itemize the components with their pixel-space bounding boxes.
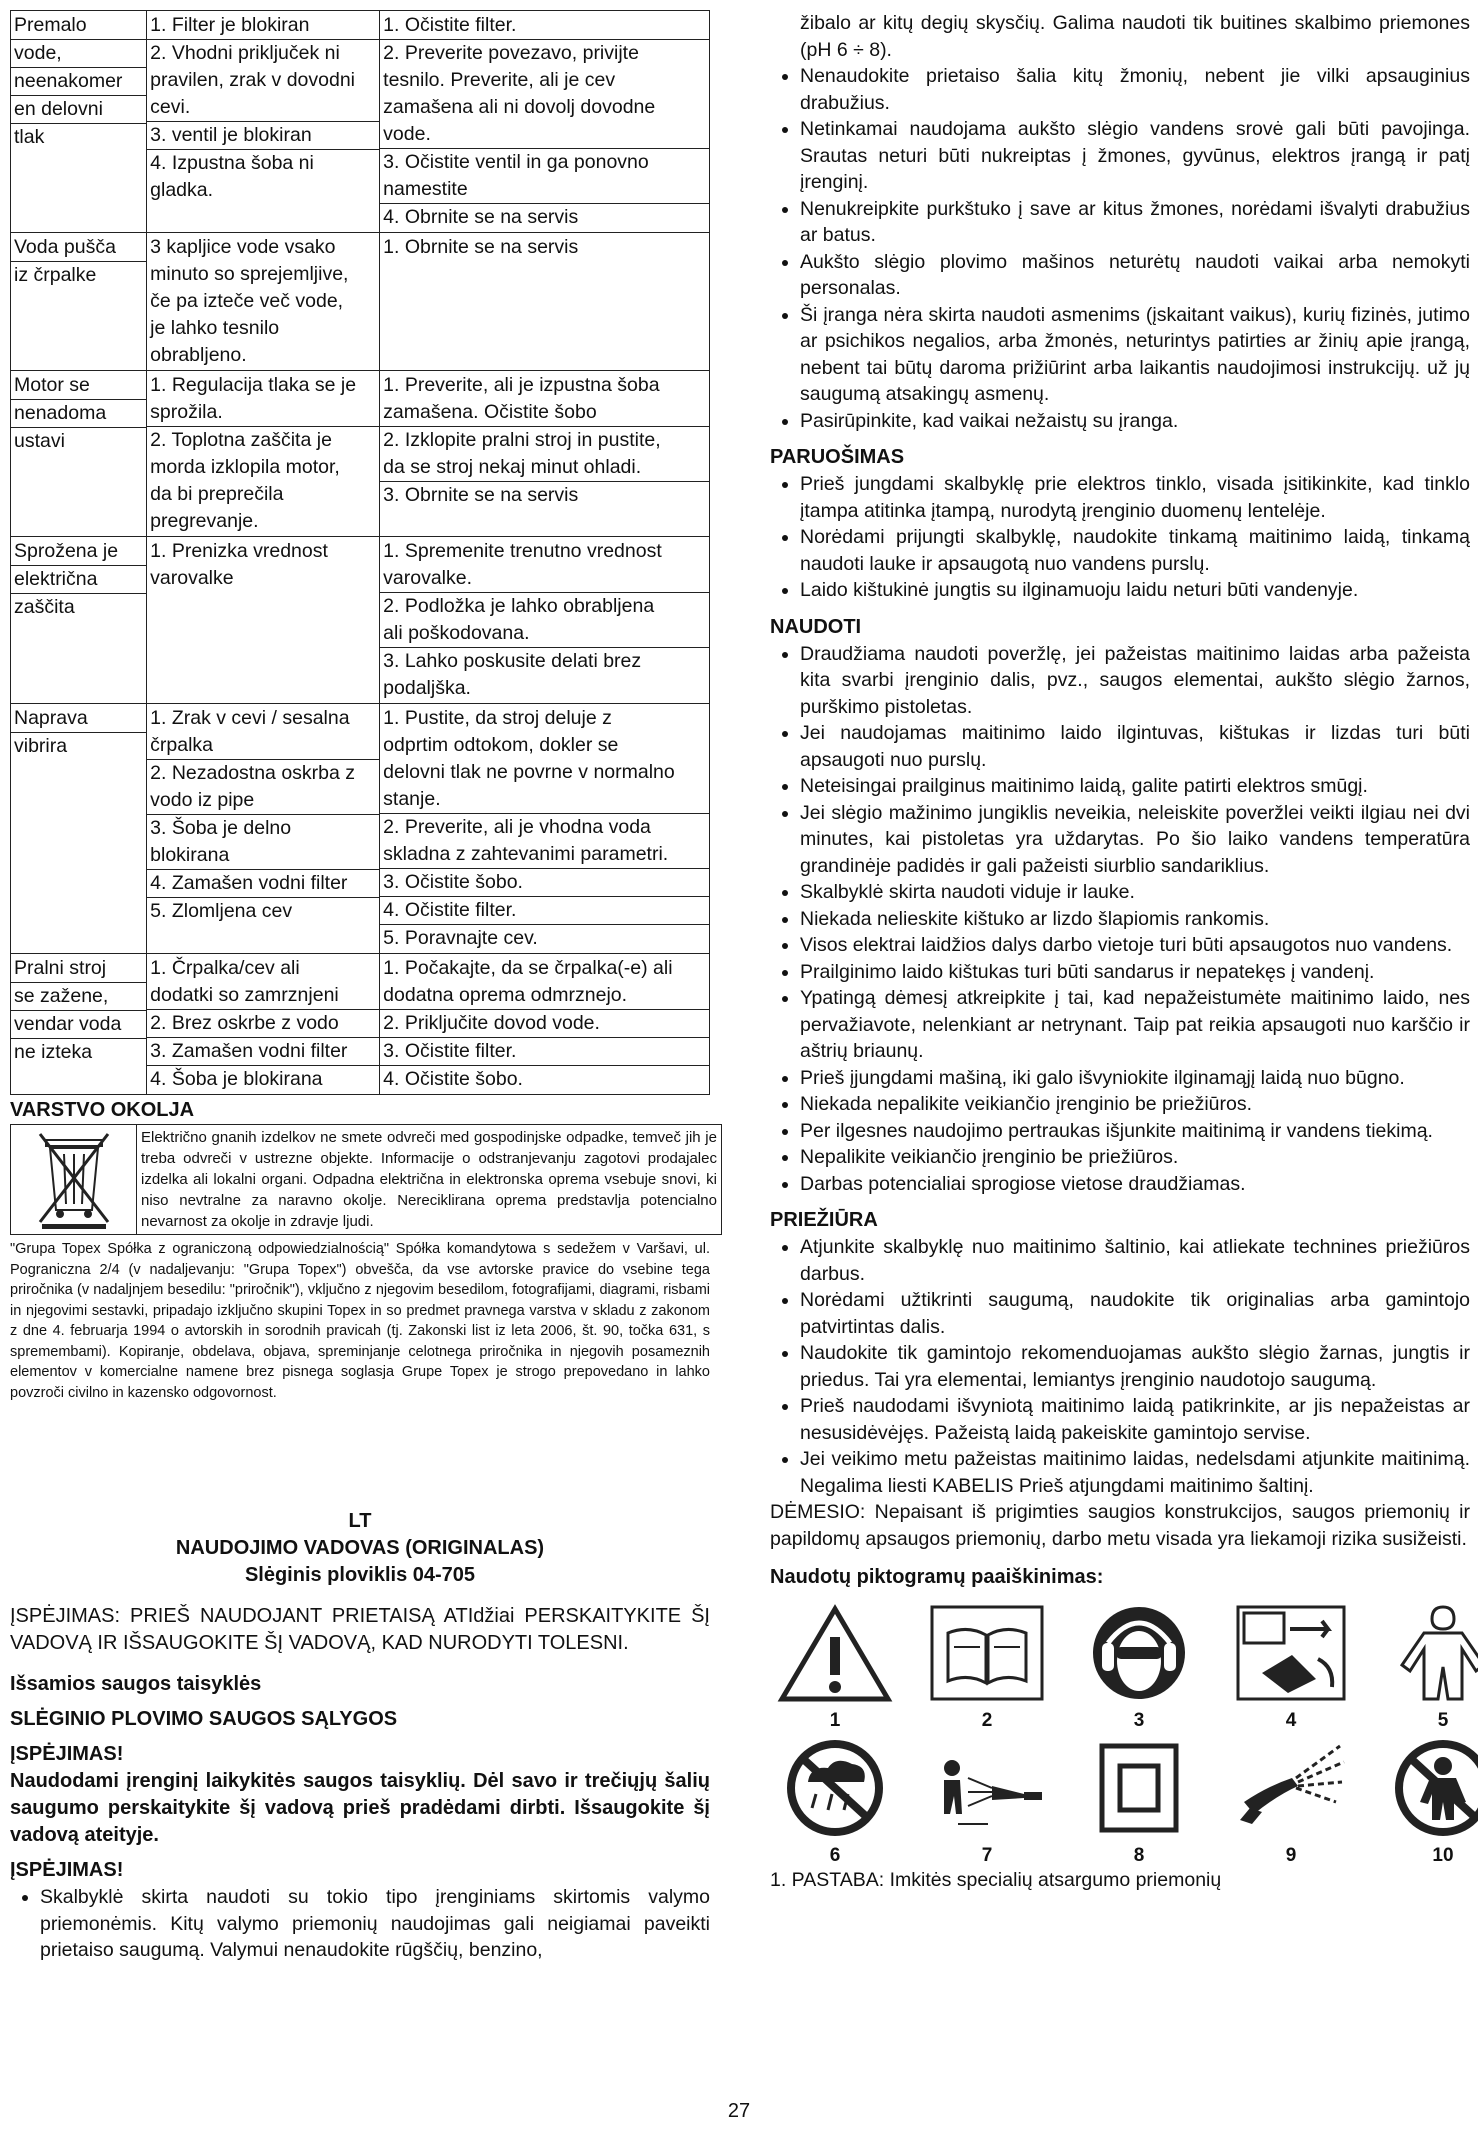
table-cell-line: cevi. bbox=[150, 96, 191, 118]
warning-2-label: ĮSPĖJIMAS! bbox=[10, 1859, 124, 1881]
table-cell-line: 1. Počakajte, da se črpalka(-e) ali bbox=[383, 957, 673, 979]
table-cell-line: stanje. bbox=[383, 788, 441, 810]
table-cell-line: ustavi bbox=[11, 427, 146, 455]
table-cell-line: 1. Obrnite se na servis bbox=[383, 236, 579, 258]
left-column bbox=[10, 10, 717, 1964]
table-cell-line: zamašena ali ni dovolj dovodne bbox=[383, 96, 656, 118]
pictogram bbox=[1074, 1603, 1204, 1732]
table-cell-line: črpalka bbox=[150, 734, 214, 756]
read-manual-icon bbox=[928, 1603, 1046, 1708]
use-list bbox=[770, 641, 1470, 1198]
pictogram-number: 9 bbox=[1285, 1845, 1297, 1866]
table-cell-line: 2. Toplotna zaščita je bbox=[147, 426, 379, 454]
table-cell-line: vode, bbox=[11, 39, 146, 67]
cause-cell bbox=[147, 233, 380, 371]
table-row bbox=[11, 537, 710, 704]
cause-cell bbox=[147, 11, 380, 233]
pictogram-number: 7 bbox=[981, 1845, 993, 1866]
problem-cell bbox=[11, 233, 147, 371]
table-cell-line: 2. Preverite, ali je vhodna voda bbox=[380, 813, 709, 841]
table-cell-line: varovalke. bbox=[383, 567, 473, 589]
list-item: • Prieš naudodami išvyniotą maitinimo laidą patikrinkite, ar jis nepažeistas ar nesusidėvėjęs. Pažeistą laidą pakeiskite gamintojo servise. bbox=[800, 1393, 1470, 1446]
table-cell-line: pregrevanje. bbox=[150, 510, 259, 532]
pictogram bbox=[1378, 1603, 1478, 1732]
pictogram-number: 3 bbox=[1133, 1710, 1145, 1731]
table-cell-line: 3. Zamašen vodni filter bbox=[147, 1037, 379, 1065]
list-item: • Skalbyklė skirta naudoti su tokio tipo įrenginiams skirtomis valymo priemonėmis. Kitų valymo priemonių naudojimas gali neigiamai paveikti prietaiso saugumą. Valymui nenaudokite rūgščių, benzino, bbox=[40, 1884, 710, 1964]
no-spray-people-icon bbox=[928, 1738, 1046, 1843]
double-insulation-icon bbox=[1080, 1738, 1198, 1843]
list-item: • Nepalikite veikiančio įrenginio be priežiūros. bbox=[800, 1144, 1470, 1171]
table-cell-line: 4. Zamašen vodni filter bbox=[147, 869, 379, 897]
table-cell-line: vode. bbox=[383, 123, 431, 145]
table-cell-line: vendar voda bbox=[11, 1010, 146, 1038]
table-cell-line: 5. Poravnajte cev. bbox=[380, 924, 709, 952]
pictogram bbox=[770, 1738, 900, 1867]
cause-cell bbox=[147, 371, 380, 537]
warning-triangle-icon bbox=[776, 1603, 894, 1708]
table-cell-line: zaščita bbox=[11, 593, 146, 621]
table-row bbox=[11, 11, 710, 233]
pictogram-grid bbox=[770, 1603, 1470, 1867]
warning-2-list bbox=[10, 1884, 710, 1964]
table-cell-line: 2. Podložka je lahko obrabljena bbox=[380, 592, 709, 620]
problem-cell bbox=[11, 704, 147, 954]
table-cell-line: 3. Očistite šobo. bbox=[380, 868, 709, 896]
pictogram-number: 5 bbox=[1437, 1710, 1449, 1731]
list-item: • Naudokite tik gamintojo rekomenduojamas aukšto slėgio žarnas, jungtis ir priedus. Tai yra elementai, lemiantys įrenginio naudotojo saugumą. bbox=[800, 1340, 1470, 1393]
table-cell-line: tlak bbox=[11, 123, 146, 151]
list-item: • Laido kištukinė jungtis su ilginamuoju laidu neturi būti vandenyje. bbox=[800, 577, 1470, 604]
table-cell-line: 3. Šoba je delno bbox=[147, 814, 379, 842]
pictogram-number: 2 bbox=[981, 1710, 993, 1731]
list-item: • Pasirūpinkite, kad vaikai nežaistų su įranga. bbox=[800, 408, 1470, 435]
table-cell-line: morda izklopila motor, bbox=[150, 456, 340, 478]
env-box bbox=[10, 1124, 722, 1235]
no-children-icon bbox=[1384, 1738, 1478, 1843]
table-cell-line: 1. Pustite, da stroj deluje z bbox=[383, 707, 612, 729]
table-cell-line: 5. Zlomljena cev bbox=[147, 897, 379, 925]
list-item: • Aukšto slėgio plovimo mašinos neturėtų naudoti vaikai arba nemokyti personalas. bbox=[800, 249, 1470, 302]
prep-list bbox=[770, 471, 1470, 604]
pictogram-number: 4 bbox=[1285, 1710, 1297, 1731]
table-cell-line: električna bbox=[11, 565, 146, 593]
pictogram bbox=[1226, 1603, 1356, 1732]
table-cell-line: 4. Izpustna šoba ni bbox=[147, 149, 379, 177]
warning-1-text: Naudodami įrenginį laikykitės saugos taisyklių. Dėl savo ir trečiųjų šalių saugumo perskaitykite šį vadovą prieš pradėdami dirbti. Išsaugokite šį vadovą ateityje. bbox=[10, 1770, 710, 1846]
pictogram-number: 8 bbox=[1133, 1845, 1145, 1866]
list-item: • Nenaudokite prietaiso šalia kitų žmonių, nebent jie vilki apsauginius drabužius. bbox=[800, 63, 1470, 116]
pictogram-title: Naudotų piktogramų paaiškinimas: bbox=[770, 1566, 1104, 1588]
table-row bbox=[11, 704, 710, 954]
table-cell-line: 2. Preverite povezavo, privijte bbox=[380, 39, 709, 67]
table-cell-line: se zažene, bbox=[11, 982, 146, 1010]
table-cell-line: 1. Črpalka/cev ali bbox=[150, 957, 300, 979]
table-cell-line: dodatna oprema odmrznejo. bbox=[383, 984, 628, 1006]
env-title: VARSTVO OKOLJA bbox=[10, 1099, 195, 1121]
table-cell-line: obrabljeno. bbox=[150, 344, 247, 366]
list-item: • Netinkamai naudojama aukšto slėgio vandens srovė gali būti pavojinga. Srautas neturi būti nukreiptas į žmones, gyvūnus, elektros įrangą ir patį įrenginį. bbox=[800, 116, 1470, 196]
table-cell-line: 1. Filter je blokiran bbox=[150, 14, 310, 36]
table-cell-line: 3 kapljice vode vsako bbox=[150, 236, 336, 258]
table-cell-line: če pa izteče več vode, bbox=[150, 290, 344, 312]
list-item: • Prailginimo laido kištukas turi būti sandarus ir nepatekęs į vandenį. bbox=[800, 959, 1470, 986]
list-item: • Ypatingą dėmesį atkreipkite į tai, kad nepažeistumėte maitinimo laido, nes pervažiavote, nelenkiant ar netrynant. Taip pat reikia apsaugoti nuo karščio ir aštrių briaunų. bbox=[800, 985, 1470, 1065]
table-cell-line: 3. ventil je blokiran bbox=[147, 121, 379, 149]
table-cell-line: podaljška. bbox=[383, 677, 471, 699]
table-cell-line: 3. Očistite filter. bbox=[380, 1037, 709, 1065]
table-cell-line: tesnilo. Preverite, ali je cev bbox=[383, 69, 616, 91]
intro-warning: ĮSPĖJIMAS: PRIEŠ NAUDOJANT PRIETAISĄ ATIdžiai PERSKAITYKITE ŠĮ VADOVĄ IR IŠSAUGOKITE ŠĮ VADOVĄ, KAD NURODYTI TOLESNI. bbox=[10, 1605, 710, 1654]
pictogram bbox=[1378, 1738, 1478, 1867]
pictogram bbox=[922, 1738, 1052, 1867]
cause-cell bbox=[147, 537, 380, 704]
ear-eye-protection-icon bbox=[1080, 1603, 1198, 1708]
continuation-text: žibalo ar kitų degių skysčių. Galima naudoti tik buitines skalbimo priemones (pH 6 ÷ 8). bbox=[800, 12, 1470, 61]
safety-list bbox=[770, 63, 1470, 434]
table-cell-line: 3. Obrnite se na servis bbox=[380, 481, 709, 509]
table-cell-line: Pralni stroj bbox=[14, 957, 107, 979]
pictogram-number: 1 bbox=[829, 1710, 841, 1731]
list-item: • Jei slėgio mažinimo jungiklis neveikia, neleiskite poveržlei veikti ilgiau nei dvi minutes, kai pistoletas yra uždarytas. Po šio laiko vandens temperatūra grandinėje padidės ir gali pažeisti siurblio sandariklius. bbox=[800, 800, 1470, 880]
crossed-bin-icon bbox=[11, 1125, 137, 1234]
cause-cell bbox=[147, 954, 380, 1095]
solution-cell bbox=[380, 537, 710, 704]
table-cell-line: neenakomer bbox=[11, 67, 146, 95]
list-item: • Darbas potencialiai sprogiose vietose draudžiamas. bbox=[800, 1171, 1470, 1198]
table-cell-line: 4. Obrnite se na servis bbox=[380, 203, 709, 231]
table-cell-line: namestite bbox=[383, 178, 468, 200]
use-title: NAUDOTI bbox=[770, 615, 862, 638]
page-number: 27 bbox=[727, 2100, 751, 2122]
table-cell-line: dodatki so zamrznjeni bbox=[150, 984, 339, 1006]
problem-cell bbox=[11, 11, 147, 233]
care-title: PRIEŽIŪRA bbox=[770, 1209, 878, 1231]
solution-cell bbox=[380, 704, 710, 954]
problem-cell bbox=[11, 371, 147, 537]
table-cell-line: pravilen, zrak v dovodni bbox=[150, 69, 356, 91]
protective-clothing-icon bbox=[1384, 1603, 1478, 1708]
table-cell-line: 1. Preverite, ali je izpustna šoba bbox=[383, 374, 660, 396]
table-cell-line: 2. Vhodni priključek ni bbox=[147, 39, 379, 67]
right-column bbox=[770, 10, 1470, 1892]
table-cell-line: 2. Nezadostna oskrba z bbox=[147, 759, 379, 787]
table-cell-line: 1. Zrak v cevi / sesalna bbox=[150, 707, 350, 729]
pictogram-note: 1. PASTABA: Imkitės specialių atsargumo priemonių bbox=[770, 1869, 1222, 1891]
care-list bbox=[770, 1234, 1470, 1499]
table-cell-line: Premalo bbox=[14, 14, 87, 36]
list-item: • Norėdami užtikrinti saugumą, naudokite tik originalias arba gamintojo patvirtintas dalis. bbox=[800, 1287, 1470, 1340]
table-cell-line: Voda pušča bbox=[14, 236, 116, 258]
language-code: LT bbox=[348, 1510, 372, 1532]
table-cell-line: 2. Priključite dovod vode. bbox=[380, 1009, 709, 1037]
table-cell-line: delovni tlak ne povrne v normalno bbox=[383, 761, 675, 783]
list-item: • Prieš jungdami skalbyklę prie elektros tinklo, visada įsitikinkite, kad tinklo įtampa atitinka įtampą, nurodytą įrenginio duomenų lentelėje. bbox=[800, 471, 1470, 524]
pictogram bbox=[1074, 1738, 1204, 1867]
prep-title: PARUOŠIMAS bbox=[770, 446, 905, 468]
table-cell-line: odprtim odtokom, dokler se bbox=[383, 734, 619, 756]
table-cell-line: 1. Očistite filter. bbox=[383, 14, 517, 36]
list-item: • Nenukreipkite purkštuko į save ar kitus žmones, norėdami išvalyti drabužius ar batus. bbox=[800, 196, 1470, 249]
list-item: • Jei veikimo metu pažeistas maitinimo laidas, nedelsdami atjunkite maitinimą. Negalima liesti KABELIS Prieš atjungdami maitinimo šaltinį. bbox=[800, 1446, 1470, 1499]
problem-cell bbox=[11, 537, 147, 704]
conditions-heading: SLĖGINIO PLOVIMO SAUGOS SĄLYGOS bbox=[10, 1708, 398, 1730]
attention-text: DĖMESIO: Nepaisant iš prigimties saugios konstrukcijos, saugos priemonių ir papildomų apsaugos priemonių, darbo metu visada yra liekamoji rizika susižeisti. bbox=[770, 1501, 1470, 1550]
list-item: • Ši įranga nėra skirta naudoti asmenims (įskaitant vaikus), kurių fizinės, jutimo ar psichikos negalios, arba žmonės, neturintys patirties ar žinių apie įrangą, nebent tai būtų daroma prižiūrint arba laikantis naudojimosi instrukcijų. už jų saugumą atsakingų asmenų. bbox=[800, 302, 1470, 408]
table-cell-line: 4. Očistite šobo. bbox=[380, 1065, 709, 1093]
no-rain-icon bbox=[776, 1738, 894, 1843]
table-cell-line: zamašena. Očistite šobo bbox=[383, 401, 597, 423]
table-cell-line: 1. Prenizka vrednost bbox=[150, 540, 328, 562]
list-item: • Niekada nelieskite kištuko ar lizdo šlapiomis rankomis. bbox=[800, 906, 1470, 933]
table-row bbox=[11, 954, 710, 1095]
solution-cell bbox=[380, 371, 710, 537]
table-cell-line: vodo iz pipe bbox=[150, 789, 255, 811]
env-text: Električno gnanih izdelkov ne smete odvreči med gospodinjske odpadke, temveč jih je treba odvreči v ustrezne objekte. Informacije o odstranjevanju zagotovi prodajalec izdelka ali lokalni organi. Odpadna električna in elektronska oprema vsebuje snovi, ki niso nevtralne za naravno okolje. Nereciklirana oprema predstavlja potencialno nevarnost za okolje in zdravje ljudi. bbox=[141, 1129, 717, 1230]
list-item: • Neteisingai prailginus maitinimo laidą, galite patirti elektros smūgį. bbox=[800, 773, 1470, 800]
table-cell-line: nenadoma bbox=[11, 399, 146, 427]
list-item: • Per ilgesnes naudojimo pertraukas išjunkite maitinimą ir vandens tiekimą. bbox=[800, 1118, 1470, 1145]
table-cell-line: Naprava bbox=[14, 707, 88, 729]
list-item: • Prieš įjungdami mašiną, iki galo išvyniokite ilginamąjį laidą nuo būgno. bbox=[800, 1065, 1470, 1092]
table-cell-line: 4. Šoba je blokirana bbox=[147, 1065, 379, 1093]
list-item: • Norėdami prijungti skalbyklę, naudokite tinkamą maitinimo laidą, tinkamą naudoti lauke ir apsaugotą nuo vandens purslų. bbox=[800, 524, 1470, 577]
table-cell-line: en delovni bbox=[11, 95, 146, 123]
table-cell-line: 3. Očistite ventil in ga ponovno bbox=[380, 148, 709, 176]
table-cell-line: da se stroj nekaj minut ohladi. bbox=[383, 456, 642, 478]
high-pressure-jet-icon bbox=[1232, 1738, 1350, 1843]
table-cell-line: skladna z zahtevanimi parametri. bbox=[383, 843, 669, 865]
table-cell-line: vibrira bbox=[11, 732, 146, 760]
table-cell-line: iz črpalke bbox=[11, 261, 146, 289]
table-cell-line: 3. Lahko poskusite delati brez bbox=[380, 647, 709, 675]
table-cell-line: 2. Brez oskrbe z vodo bbox=[147, 1009, 379, 1037]
table-cell-line: minuto so sprejemljive, bbox=[150, 263, 349, 285]
warning-1-label: ĮSPĖJIMAS! bbox=[10, 1743, 124, 1765]
pictogram-number: 10 bbox=[1432, 1845, 1454, 1866]
lt-header bbox=[10, 1508, 710, 1589]
table-cell-line: je lahko tesnilo bbox=[150, 317, 280, 339]
unplug-icon bbox=[1232, 1603, 1350, 1708]
table-cell-line: blokirana bbox=[150, 844, 230, 866]
list-item: • Skalbyklė skirta naudoti viduje ir lauke. bbox=[800, 879, 1470, 906]
table-cell-line: Motor se bbox=[14, 374, 90, 396]
table-cell-line: da bi preprečila bbox=[150, 483, 284, 505]
list-item: • Jei naudojamas maitinimo laido ilgintuvas, kištukas ir lizdas turi būti apsaugoti nuo purslų. bbox=[800, 720, 1470, 773]
solution-cell bbox=[380, 11, 710, 233]
solution-cell bbox=[380, 233, 710, 371]
list-item: • Visos elektrai laidžios dalys darbo vietoje turi būti apsaugotos nuo vandens. bbox=[800, 932, 1470, 959]
product-subtitle: Slėginis ploviklis 04-705 bbox=[244, 1564, 476, 1586]
table-cell-line: 1. Spremenite trenutno vrednost bbox=[383, 540, 662, 562]
troubleshooting-table bbox=[10, 10, 710, 1095]
table-cell-line: gladka. bbox=[150, 179, 214, 201]
list-item: • Niekada nepalikite veikiančio įrenginio be priežiūros. bbox=[800, 1091, 1470, 1118]
safety-rules-heading: Išsamios saugos taisyklės bbox=[10, 1673, 262, 1695]
table-row bbox=[11, 371, 710, 537]
table-cell-line: 2. Izklopite pralni stroj in pustite, bbox=[380, 426, 709, 454]
pictogram bbox=[1226, 1738, 1356, 1867]
list-item: • Draudžiama naudoti poveržlę, jei pažeistas maitinimo laidas arba pažeista kita svarbi įrenginio dalis, pvz., saugos elementai, aukšto slėgio žarnos, purškimo pistoletas. bbox=[800, 641, 1470, 721]
problem-cell bbox=[11, 954, 147, 1095]
pictogram bbox=[922, 1603, 1052, 1732]
copyright-notice: "Grupa Topex Spółka z ograniczoną odpowiedzialnością" Spółka komandytowa s sedežem v Varšavi, ul. Pograniczna 2/4 (v nadaljevanju: "Grupa Topex") obvešča, da vse avtorske pravice do vsebine tega priročnika (v nadaljnjem besedilu: "priročnik"), vključno z njegovim besedilom, fotografijami, diagrami, risbami in njegovimi sestavki, pripadajo izključno skupini Topex in so predmet pravnega varstva v skladu z zakonom z dne 4. februarja 1994 o avtorskih in sorodnih pravicah (tj. Zakonski list iz leta 2006, št. 90, točka 631, s spremembami). Kopiranje, obdelava, objava, spreminjanje celotnega priročnika in njegovih posameznih elementov v komercialne namene brez pisnega soglasja Grupe Topex je strogo prepovedano in lahko povzroči civilno in kazensko odgovornost. bbox=[10, 1241, 710, 1401]
table-row bbox=[11, 233, 710, 371]
table-cell-line: ne izteka bbox=[11, 1038, 146, 1066]
pictogram bbox=[770, 1603, 900, 1732]
table-cell-line: 4. Očistite filter. bbox=[380, 896, 709, 924]
table-cell-line: sprožila. bbox=[150, 401, 223, 423]
cause-cell bbox=[147, 704, 380, 954]
manual-title: NAUDOJIMO VADOVAS (ORIGINALAS) bbox=[175, 1537, 545, 1559]
table-cell-line: ali poškodovana. bbox=[383, 622, 530, 644]
list-item: • Atjunkite skalbyklę nuo maitinimo šaltinio, kai atliekate technines priežiūros darbus. bbox=[800, 1234, 1470, 1287]
table-cell-line: varovalke bbox=[150, 567, 234, 589]
pictogram-number: 6 bbox=[829, 1845, 841, 1866]
solution-cell bbox=[380, 954, 710, 1095]
table-cell-line: 1. Regulacija tlaka se je bbox=[150, 374, 357, 396]
table-cell-line: Sprožena je bbox=[14, 540, 119, 562]
